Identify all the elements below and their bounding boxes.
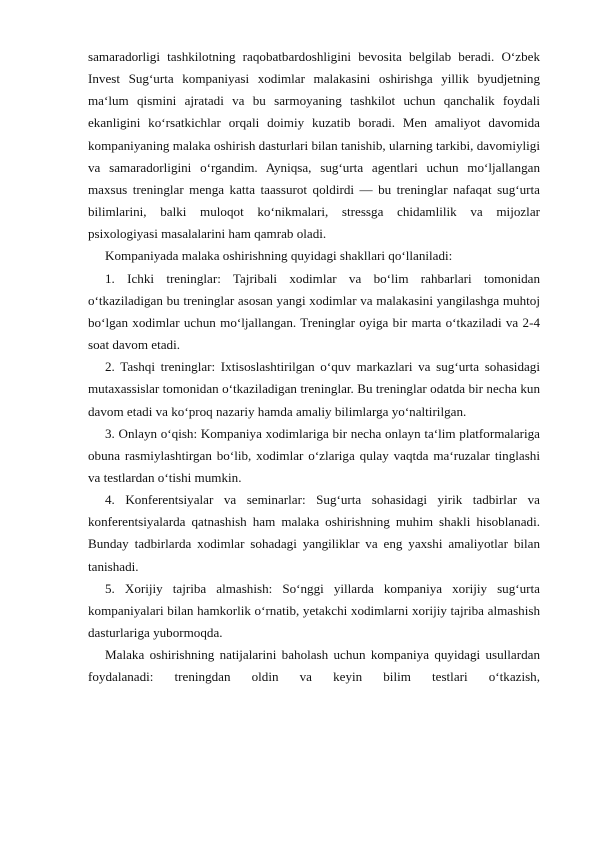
paragraph-evaluation: Malaka oshirishning natijalarini baholash uchun kompaniya quyidagi usullardan foydalanadi: treningdan oldin va keyin bilim testlari o‘tkazish, xyxy=(88,647,540,685)
document-body xyxy=(88,46,540,689)
paragraph-forms-intro: Kompaniyada malaka oshirishning quyidagi shakllari qo‘llaniladi: xyxy=(105,248,453,264)
list-item-internal-trainings: 1. Ichki treninglar: Tajribali xodimlar va bo‘lim rahbarlari tomonidan o‘tkaziladigan bu treninglar asosan yangi xodimlar va malakasini yangilashga muhtoj bo‘lgan xodimlar uchun mo‘ljallangan. Treninglar oyiga bir marta o‘tkaziladi va 2-4 soat davom etadi. xyxy=(88,270,540,353)
list-item-external-trainings: 2. Tashqi treninglar: Ixtisoslashtirilgan o‘quv markazlari va sug‘urta sohasidagi mutaxassislar tomonidan o‘tkaziladigan treninglar. Bu treninglar odatda bir necha kun davom etadi va ko‘proq nazariy hamda amaliy bilimlarga yo‘naltirilgan. xyxy=(88,359,540,419)
paragraph-continuation: samaradorligi tashkilotning raqobatbardoshligini bevosita belgilab beradi. O‘zbek Invest Sug‘urta kompaniyasi xodimlar malakasini oshirishga yillik byudjetning ma‘lum qismini ajratadi va bu sarmoyaning tashkilot uchun qanchalik foydali ekanligini ko‘rsatkichlar orqali doimiy kuzatib boradi. Men amaliyot davomida kompaniyaning malaka oshirish dasturlari bilan tanishib, ularning tarkibi, davomiyligi va samaradorligini o‘rgandim. Ayniqsa, sug‘urta agentlari uchun mo‘ljallangan maxsus treninglar menga katta taassurot qoldirdi — bu treninglar nafaqat sug‘urta bilimlarini, balki muloqot ko‘nikmalari, stressga chidamlilik va mijozlar psixologiyasi masalalarini ham qamrab oladi. xyxy=(88,49,540,242)
list-item-foreign-exchange: 5. Xorijiy tajriba almashish: So‘nggi yillarda kompaniya xorijiy sug‘urta kompaniyalari bilan hamkorlik o‘rnatib, yetakchi xodimlarni xorijiy tajriba almashish dasturlariga yubormoqda. xyxy=(88,580,540,641)
list-item-online-learning: 3. Onlayn o‘qish: Kompaniya xodimlariga bir necha onlayn ta‘lim platformalariga obuna rasmiylashtirgan bo‘lib, xodimlar o‘zlariga qulay vaqtda ma‘ruzalar tinglashi va testlardan o‘tishi mumkin. xyxy=(88,425,540,485)
list-item-conferences: 4. Konferentsiyalar va seminarlar: Sug‘urta sohasidagi yirik tadbirlar va konferentsiyalarda qatnashish ham malaka oshirishning muhim shakli hisoblanadi. Bunday tadbirlarda xodimlar sohadagi yangiliklar va eng yaxshi amaliyotlar bilan tanishadi. xyxy=(88,492,540,574)
